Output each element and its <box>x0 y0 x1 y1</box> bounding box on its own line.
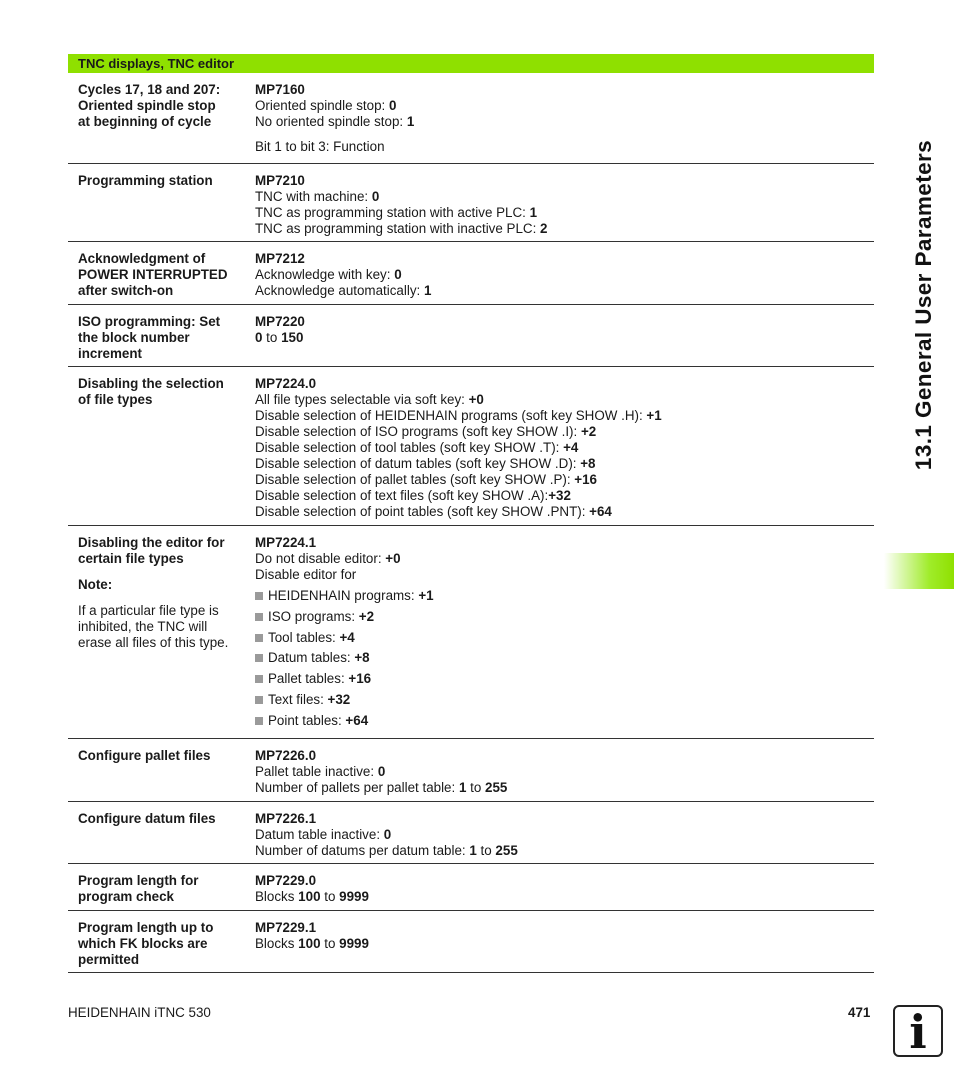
range-to-word: to <box>476 843 496 858</box>
value-text: Text files: <box>268 691 328 707</box>
footer-product: HEIDENHAIN iTNC 530 <box>68 1005 211 1020</box>
value-line <box>255 551 865 567</box>
value-number: +0 <box>385 551 401 566</box>
row-value <box>255 173 865 237</box>
row-value <box>255 920 865 952</box>
value-line <box>255 408 865 424</box>
value-text: Point tables: <box>268 712 346 728</box>
range-from: 1 <box>458 780 467 795</box>
value-text: Oriented spindle stop: <box>255 98 389 113</box>
row-label <box>78 873 248 905</box>
value-text: Pallet table inactive: <box>255 764 378 779</box>
side-chapter-tab <box>884 553 954 589</box>
row-label <box>78 535 248 651</box>
range-to: 255 <box>485 780 508 795</box>
table-row <box>68 164 874 242</box>
value-line <box>255 205 865 221</box>
machine-parameter: MP7220 <box>255 314 305 329</box>
value-number: 1 <box>406 114 415 129</box>
side-chapter-title <box>904 70 944 540</box>
label-line: certain file types <box>78 551 184 566</box>
value-number: 0 <box>371 189 380 204</box>
row-label <box>78 920 248 968</box>
list-item <box>255 669 865 690</box>
label-line: at beginning of cycle <box>78 114 212 129</box>
value-line <box>255 936 865 952</box>
row-value <box>255 748 865 796</box>
value-number: +64 <box>589 504 612 519</box>
label-line: permitted <box>78 952 140 967</box>
value-line <box>255 456 865 472</box>
info-glyph: i <box>909 1005 927 1059</box>
value-line <box>255 424 865 440</box>
machine-parameter: MP7210 <box>255 173 305 188</box>
table-row <box>68 367 874 526</box>
square-bullet-icon <box>255 675 263 683</box>
value-line <box>255 114 865 130</box>
value-text: Disable selection of point tables (soft key SHOW .PNT): <box>255 504 590 519</box>
section-header-bar <box>68 54 874 73</box>
value-number: +4 <box>339 629 355 645</box>
value-number: +32 <box>327 691 351 707</box>
value-text: Disable selection of datum tables (soft key SHOW .D): <box>255 456 581 471</box>
value-number: +2 <box>580 424 597 439</box>
machine-parameter: MP7226.1 <box>255 811 317 826</box>
value-number: 2 <box>540 221 548 236</box>
value-number: +1 <box>646 408 662 423</box>
square-bullet-icon <box>255 613 263 621</box>
value-line <box>255 392 865 408</box>
value-number: 0 <box>389 98 397 113</box>
value-number: 0 <box>394 267 402 282</box>
table-row <box>68 911 874 973</box>
value-line: Bit 1 to bit 3: Function <box>255 139 385 154</box>
label-line: Program length up to <box>78 920 214 935</box>
value-text: Acknowledge automatically: <box>255 283 424 298</box>
machine-parameter: MP7224.1 <box>255 535 317 550</box>
note-heading: Note: <box>78 577 113 592</box>
value-text: Do not disable editor: <box>255 551 386 566</box>
range-to: 9999 <box>339 889 369 904</box>
row-value <box>255 82 865 155</box>
value-number: +16 <box>574 472 597 487</box>
value-text: TNC with machine: <box>255 189 372 204</box>
list-item <box>255 648 865 669</box>
row-value <box>255 376 865 520</box>
list-item <box>255 690 865 711</box>
table-row <box>68 526 874 739</box>
range-to-word: to <box>466 780 486 795</box>
list-item <box>255 628 865 649</box>
value-number: +2 <box>358 608 375 624</box>
page-number: 471 <box>848 1005 871 1020</box>
label-line: Disabling the selection <box>78 376 224 391</box>
value-line <box>255 440 865 456</box>
range-to: 150 <box>281 330 304 345</box>
table-row <box>68 242 874 305</box>
row-value <box>255 811 865 859</box>
value-text: Acknowledge with key: <box>255 267 395 282</box>
value-text: Disable selection of pallet tables (soft key SHOW .P): <box>255 472 575 487</box>
note-text <box>78 603 243 651</box>
machine-parameter: MP7212 <box>255 251 305 266</box>
row-label: Configure datum files <box>78 811 216 826</box>
machine-parameter: MP7226.0 <box>255 748 317 763</box>
value-number: +1 <box>418 588 434 603</box>
value-text: Datum tables: <box>268 650 355 666</box>
label-line: which FK blocks are <box>78 936 208 951</box>
value-number: 1 <box>423 283 432 298</box>
value-text: Number of pallets per pallet table: <box>255 780 459 795</box>
list-item <box>255 711 865 732</box>
label-line: ISO programming: Set <box>78 314 221 329</box>
value-text: Pallet tables: <box>268 671 349 687</box>
value-number: +4 <box>563 440 579 455</box>
row-label: Programming station <box>78 173 213 188</box>
value-line <box>255 283 865 299</box>
label-line: Cycles 17, 18 and 207: <box>78 82 221 97</box>
value-line <box>255 488 865 504</box>
value-text: No oriented spindle stop: <box>255 114 407 129</box>
value-text: TNC as programming station with active PLC: <box>255 205 530 220</box>
value-number: 1 <box>529 205 538 220</box>
value-line <box>255 843 865 859</box>
row-value <box>255 251 865 299</box>
machine-parameter: MP7229.1 <box>255 920 317 935</box>
value-number: +0 <box>468 392 484 407</box>
range-to-word: to <box>320 936 340 951</box>
table-row <box>68 305 874 367</box>
row-value <box>255 535 865 732</box>
table-row <box>68 739 874 802</box>
list-item <box>255 586 865 607</box>
label-line: Acknowledgment of <box>78 251 206 266</box>
machine-parameter: MP7229.0 <box>255 873 317 888</box>
label-line: of file types <box>78 392 153 407</box>
value-line <box>255 330 865 346</box>
value-line <box>255 780 865 796</box>
list-item <box>255 607 865 628</box>
range-from: 100 <box>298 936 321 951</box>
value-line <box>255 221 865 237</box>
label-line: increment <box>78 346 142 361</box>
value-text: Number of datums per datum table: <box>255 843 470 858</box>
value-number: 0 <box>377 764 386 779</box>
label-line: Disabling the editor for <box>78 535 225 550</box>
value-number: +32 <box>548 488 571 503</box>
value-text: Disable selection of text files (soft key SHOW .A): <box>255 488 549 503</box>
label-line: POWER INTERRUPTED <box>78 267 228 282</box>
value-line: Disable editor for <box>255 567 357 582</box>
value-text: Disable selection of ISO programs (soft key SHOW .I): <box>255 424 581 439</box>
square-bullet-icon <box>255 592 263 600</box>
value-text: ISO programs: <box>268 608 359 624</box>
note-line: inhibited, the TNC will <box>78 619 208 634</box>
range-to: 9999 <box>339 936 369 951</box>
range-from: 1 <box>469 843 477 858</box>
range-from: 0 <box>255 330 263 345</box>
range-to: 255 <box>495 843 518 858</box>
range-from: 100 <box>298 889 321 904</box>
value-text: Disable selection of HEIDENHAIN programs (soft key SHOW .H): <box>255 408 647 423</box>
value-number: +64 <box>345 712 369 728</box>
value-line <box>255 764 865 780</box>
label-line: the block number <box>78 330 190 345</box>
value-number: +8 <box>354 650 370 666</box>
machine-parameter: MP7160 <box>255 82 305 97</box>
value-text: Blocks <box>255 936 299 951</box>
machine-parameter: MP7224.0 <box>255 376 317 391</box>
row-label <box>78 251 248 299</box>
side-title-text: 13.1 General User Parameters <box>911 139 936 471</box>
note-line: erase all files of this type. <box>78 635 229 650</box>
value-text: Disable selection of tool tables (soft key SHOW .T): <box>255 440 564 455</box>
value-text: Tool tables: <box>268 629 340 645</box>
table-row <box>68 73 874 164</box>
value-number: +16 <box>348 671 372 687</box>
range-to-word: to <box>320 889 340 904</box>
value-line <box>255 98 865 114</box>
value-line <box>255 889 865 905</box>
value-text: Blocks <box>255 889 299 904</box>
row-label <box>78 82 248 130</box>
value-text: HEIDENHAIN programs: <box>268 588 419 603</box>
value-number: 0 <box>383 827 392 842</box>
table-row <box>68 802 874 864</box>
label-line: Program length for <box>78 873 199 888</box>
section-header: TNC displays, TNC editor <box>78 56 235 71</box>
label-line: after switch-on <box>78 283 174 298</box>
value-text: Datum table inactive: <box>255 827 384 842</box>
square-bullet-icon <box>255 634 263 642</box>
value-line <box>255 472 865 488</box>
value-line <box>255 189 865 205</box>
spacer <box>255 130 865 139</box>
square-bullet-icon <box>255 696 263 704</box>
note-line: If a particular file type is <box>78 603 219 618</box>
square-bullet-icon <box>255 654 263 662</box>
info-icon <box>893 1005 943 1057</box>
value-line <box>255 267 865 283</box>
value-line <box>255 504 865 520</box>
range-to-word: to <box>262 330 282 345</box>
value-line <box>255 827 865 843</box>
row-label <box>78 314 248 362</box>
row-label <box>78 376 248 408</box>
row-value <box>255 873 865 905</box>
value-text: TNC as programming station with inactive PLC: <box>255 221 541 236</box>
value-text: All file types selectable via soft key: <box>255 392 469 407</box>
label-line: Oriented spindle stop <box>78 98 216 113</box>
value-number: +8 <box>580 456 596 471</box>
square-bullet-icon <box>255 717 263 725</box>
row-value <box>255 314 865 346</box>
table-row <box>68 864 874 911</box>
label-line: program check <box>78 889 175 904</box>
row-label: Configure pallet files <box>78 748 211 763</box>
